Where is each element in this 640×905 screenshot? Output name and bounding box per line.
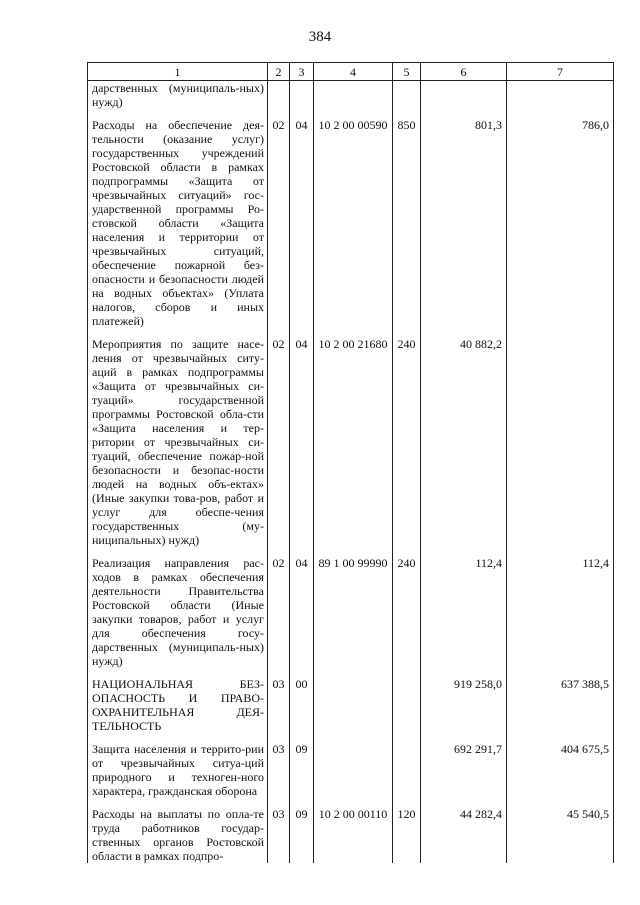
amount-year1-cell: 40 882,2 [421, 337, 507, 556]
table-row [88, 742, 614, 807]
budget-table [87, 62, 614, 863]
amount-year2-cell [507, 337, 614, 556]
subsection-code-cell: 09 [290, 807, 314, 863]
section-code-cell: 02 [268, 556, 290, 677]
row-name-cell: дарственных (муниципаль-ных) нужд) [88, 81, 268, 119]
amount-year1-cell: 692 291,7 [421, 742, 507, 807]
section-code-cell: 03 [268, 807, 290, 863]
expense-type-cell [393, 81, 421, 119]
amount-year1-cell: 44 282,4 [421, 807, 507, 863]
table-header-row [88, 63, 614, 81]
expense-type-cell: 120 [393, 807, 421, 863]
target-article-cell: 10 2 00 00590 [314, 118, 393, 337]
subsection-code-cell: 04 [290, 556, 314, 677]
table-row [88, 337, 614, 556]
subsection-code-cell: 04 [290, 118, 314, 337]
section-code-cell: 03 [268, 677, 290, 742]
subsection-code-cell: 00 [290, 677, 314, 742]
row-name-cell: НАЦИОНАЛЬНАЯ БЕЗ-ОПАСНОСТЬ И ПРАВО-ОХРАНИТЕЛЬНАЯ ДЕЯ-ТЕЛЬНОСТЬ [88, 677, 268, 742]
amount-year2-cell: 112,4 [507, 556, 614, 677]
amount-year1-cell: 112,4 [421, 556, 507, 677]
row-name-cell: Расходы на выплаты по опла-те труда работников государ-ственных органов Ростовской области в рамках подпро- [88, 807, 268, 863]
column-header: 7 [507, 63, 614, 81]
target-article-cell [314, 742, 393, 807]
amount-year2-cell: 786,0 [507, 118, 614, 337]
target-article-cell: 10 2 00 21680 [314, 337, 393, 556]
amount-year2-cell [507, 81, 614, 119]
subsection-code-cell: 09 [290, 742, 314, 807]
expense-type-cell: 240 [393, 337, 421, 556]
target-article-cell: 10 2 00 00110 [314, 807, 393, 863]
target-article-cell [314, 677, 393, 742]
column-header: 5 [393, 63, 421, 81]
row-name-cell: Расходы на обеспечение дея-тельности (оказание услуг) государственных учреждений Ростовской области в рамках подпрограммы «Защита от чрезвычайных ситуаций» гос-ударственной программы Ро-стовской области «Защита населения и территории от чрезвычайных ситуаций, обеспечение пожарной без-опасности и безопасности людей на водных объектах» (Уплата налогов, сборов и иных платежей) [88, 118, 268, 337]
table-row [88, 118, 614, 337]
amount-year2-cell: 637 388,5 [507, 677, 614, 742]
target-article-cell [314, 81, 393, 119]
section-code-cell: 02 [268, 337, 290, 556]
row-name-cell: Мероприятия по защите насе-ления от чрезвычайных ситу-аций в рамках подпрограммы «Защита от чрезвычайных си-туаций» государственной программы Ростовской обла-сти «Защита населения и тер-ритории от чрезвычайных си-туаций, обеспечение пожар-ной безопасности и безопас-ности людей на водных объ-ектах» (Иные закупки това-ров, работ и услуг для обеспе-чения государственных (му-ниципальных) нужд) [88, 337, 268, 556]
amount-year1-cell: 919 258,0 [421, 677, 507, 742]
amount-year2-cell: 45 540,5 [507, 807, 614, 863]
amount-year1-cell [421, 81, 507, 119]
row-name-cell: Реализация направления рас-ходов в рамках обеспечения деятельности Правительства Ростовской области (Иные закупки товаров, работ и услуг для обеспечения госу-дарственных (муниципаль-ных) нужд) [88, 556, 268, 677]
subsection-code-cell: 04 [290, 337, 314, 556]
column-header: 1 [88, 63, 268, 81]
page-number: 384 [308, 29, 332, 45]
section-code-cell: 03 [268, 742, 290, 807]
column-header: 3 [290, 63, 314, 81]
expense-type-cell [393, 742, 421, 807]
target-article-cell: 89 1 00 99990 [314, 556, 393, 677]
expense-type-cell: 850 [393, 118, 421, 337]
subsection-code-cell [290, 81, 314, 119]
row-name-cell: Защита населения и террито-рии от чрезвычайных ситуа-ций природного и техноген-ного характера, гражданская оборона [88, 742, 268, 807]
column-header: 4 [314, 63, 393, 81]
column-header: 2 [268, 63, 290, 81]
expense-type-cell [393, 677, 421, 742]
table-row [88, 807, 614, 863]
table-row [88, 677, 614, 742]
column-header: 6 [421, 63, 507, 81]
table-row [88, 556, 614, 677]
expense-type-cell: 240 [393, 556, 421, 677]
amount-year2-cell: 404 675,5 [507, 742, 614, 807]
section-code-cell [268, 81, 290, 119]
table-row [88, 81, 614, 119]
section-code-cell: 02 [268, 118, 290, 337]
amount-year1-cell: 801,3 [421, 118, 507, 337]
